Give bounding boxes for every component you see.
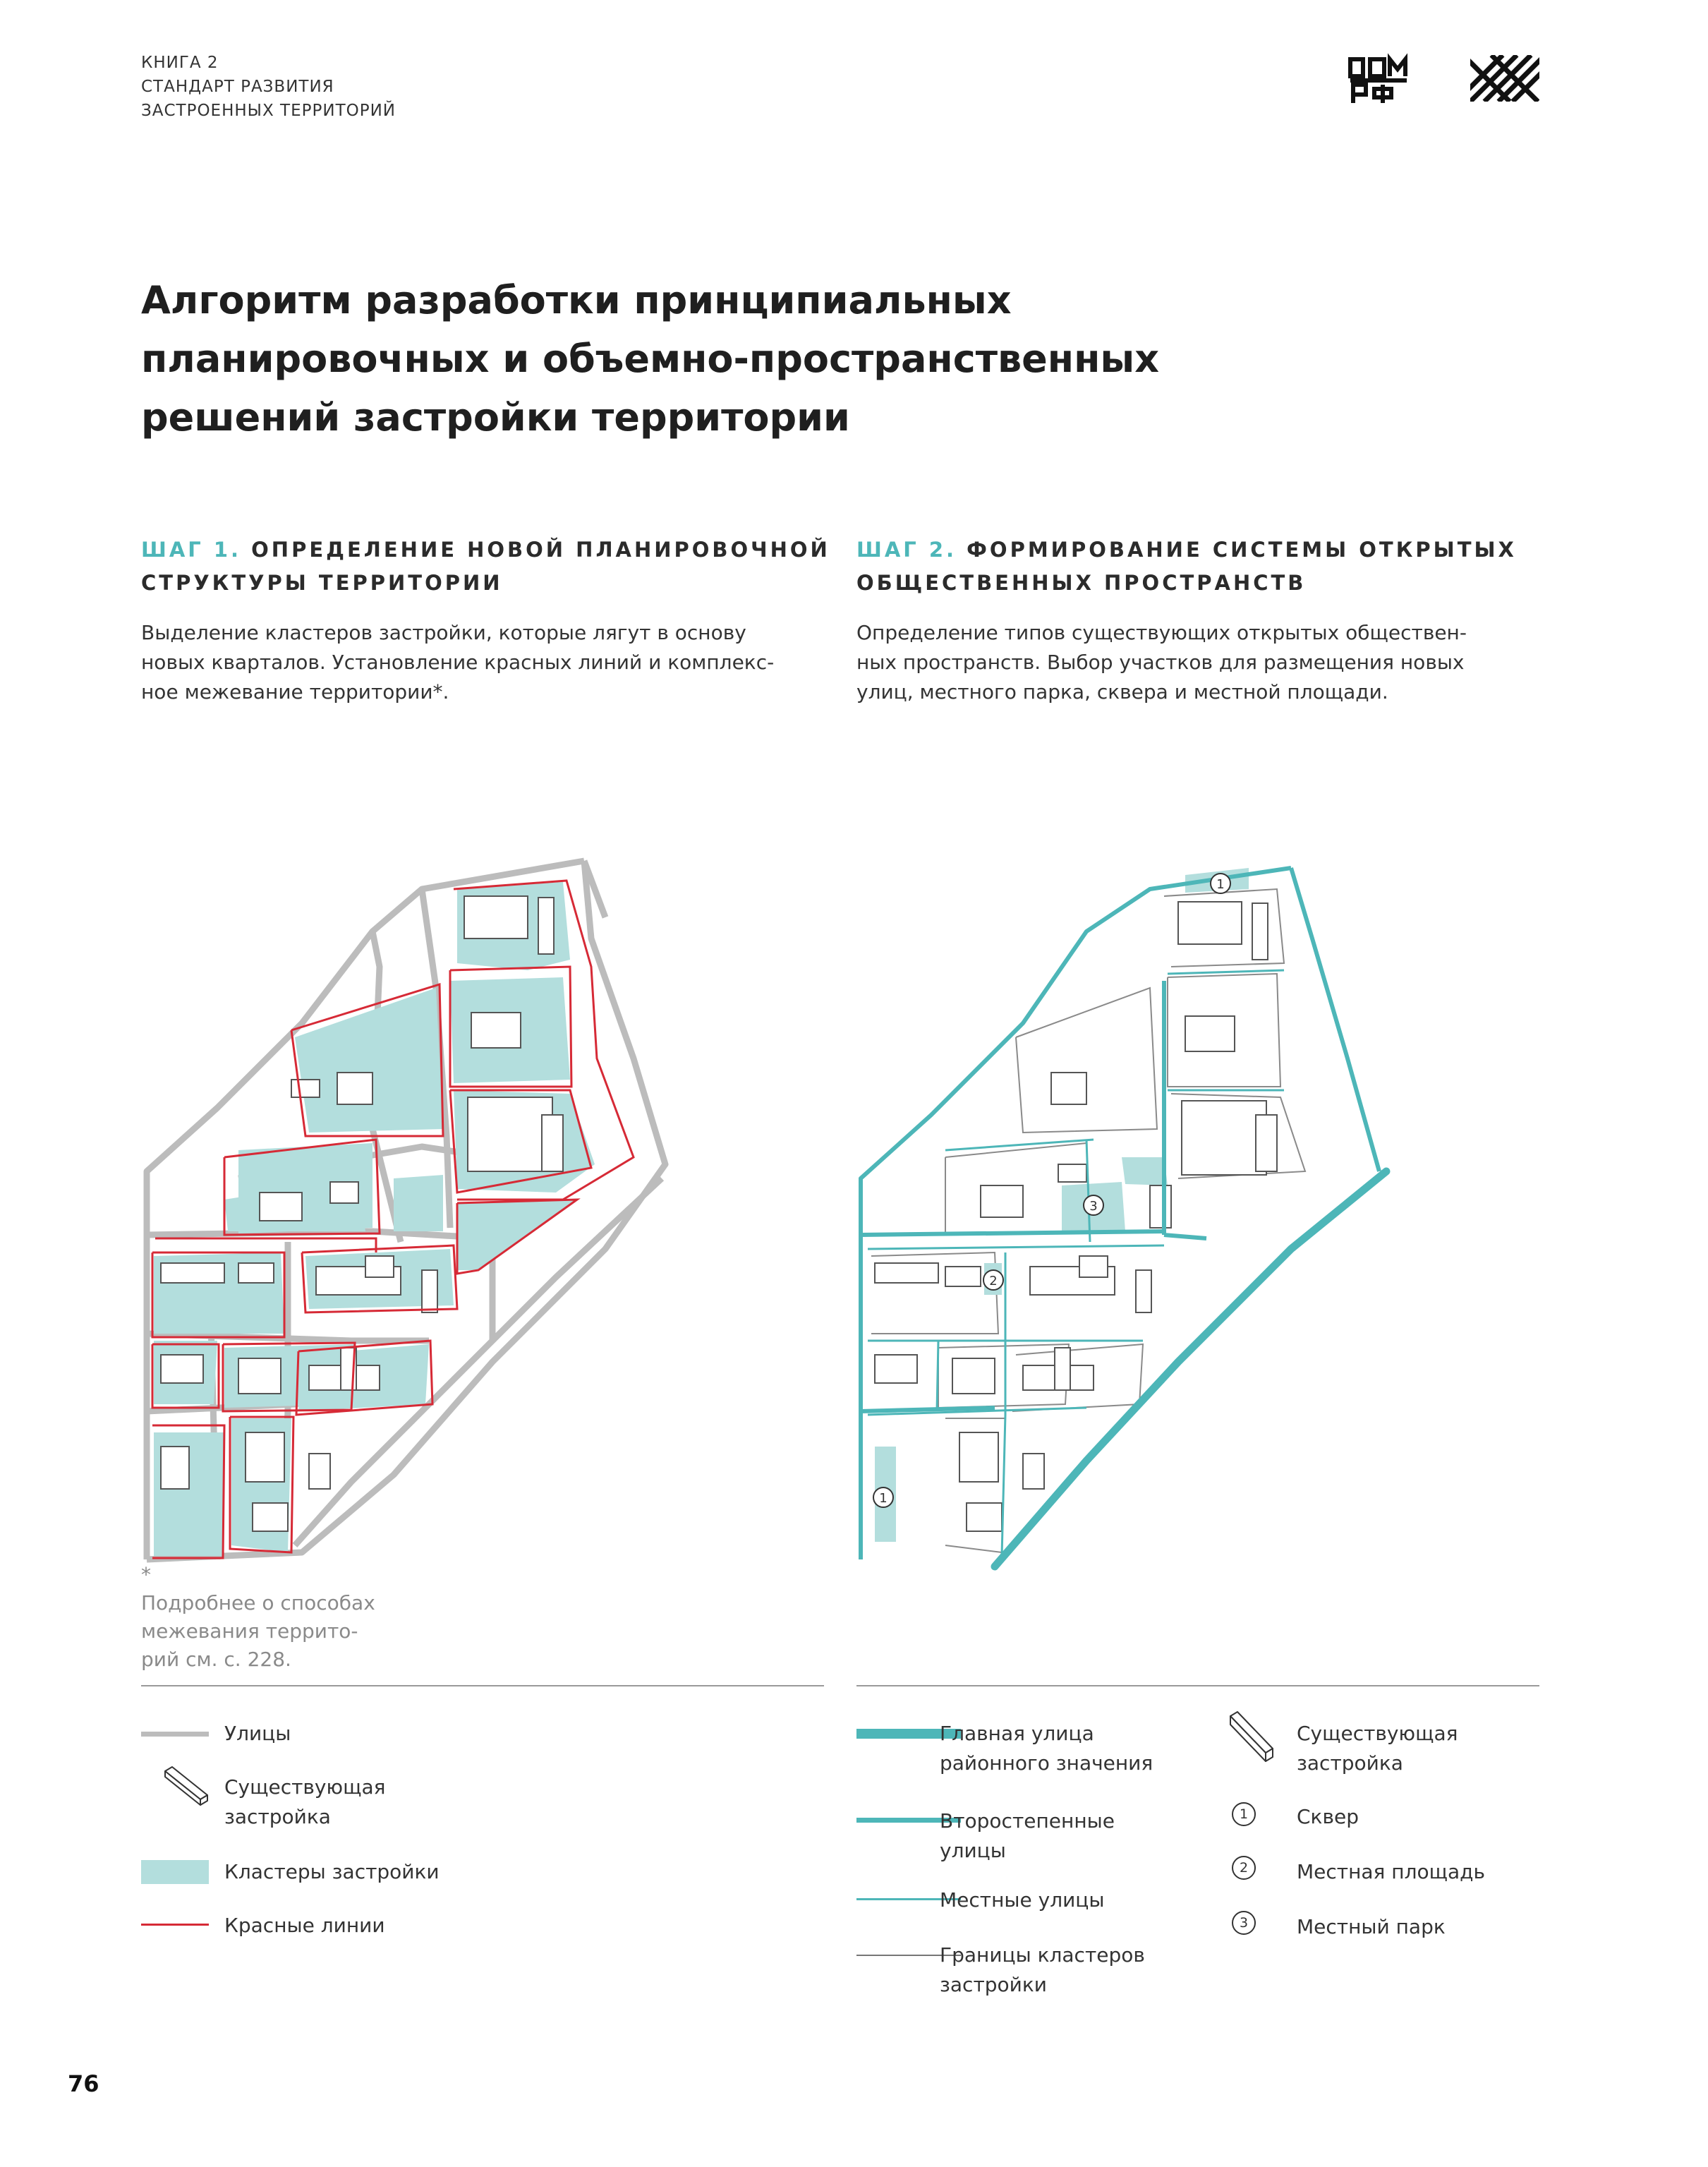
legend-clusters-label: Кластеры застройки: [224, 1860, 440, 1883]
page-title-line: Алгоритм разработки принципиальных: [141, 278, 1012, 322]
legend-main-street-line: районного значения: [940, 1751, 1153, 1775]
page-title: [141, 271, 1340, 447]
footnote-star: *: [141, 1563, 151, 1586]
legend-existing-line: застройка: [224, 1805, 331, 1828]
step2-description-line: улиц, местного парка, сквера и местной площади.: [856, 680, 1388, 704]
legend-park-label: Местный парк: [1297, 1915, 1446, 1938]
existing-building-icon: [1226, 1709, 1276, 1765]
step2-number: ШАГ 2.: [856, 538, 957, 562]
legend-main-street-label: [940, 1719, 1153, 1778]
step1-description-line: ное межевание территории*.: [141, 680, 449, 704]
marker-label: 3: [1089, 1199, 1098, 1214]
legend-red-lines-label: Красные линии: [224, 1914, 385, 1937]
legend-borders-line: застройки: [940, 1973, 1047, 1996]
legend-plaza-label: Местная площадь: [1297, 1860, 1486, 1883]
step1-heading: [141, 533, 830, 600]
page-title-line: решений застройки территории: [141, 395, 850, 440]
footnote-line: Подробнее о способах: [141, 1591, 375, 1614]
step2-description: [856, 618, 1467, 707]
legend2-existing-line: Существующая: [1297, 1722, 1458, 1745]
step2-heading: [856, 533, 1517, 600]
dom-rf-logo: [1347, 52, 1410, 106]
book-header: [141, 51, 396, 123]
step1-number: ШАГ 1.: [141, 538, 242, 562]
page-title-line: планировочных и объемно-пространственных: [141, 337, 1160, 381]
step1-description-line: новых кварталов. Установление красных линий и комплекс-: [141, 651, 775, 674]
planning-structure-map: [140, 847, 676, 1574]
legend-streets-label: Улицы: [224, 1722, 291, 1745]
marker-label: 1: [879, 1491, 888, 1506]
hatched-square-logo: [1470, 55, 1539, 102]
step1-description: [141, 618, 774, 707]
book-header-line: ЗАСТРОЕННЫХ ТЕРРИТОРИЙ: [141, 102, 396, 120]
step2-heading-line: ФОРМИРОВАНИЕ СИСТЕМЫ ОТКРЫТЫХ: [967, 538, 1517, 562]
existing-building-icon: [161, 1764, 210, 1806]
clusters-swatch: [141, 1860, 209, 1884]
divider: [141, 1685, 824, 1686]
legend-existing-label: [224, 1773, 385, 1832]
legend-borders-line: Границы кластеров: [940, 1943, 1145, 1967]
book-header-line: СТАНДАРТ РАЗВИТИЯ: [141, 78, 334, 96]
red-lines-swatch: [141, 1924, 209, 1926]
legend-existing-line: Существующая: [224, 1775, 386, 1799]
circle-3-icon: 3: [1232, 1911, 1256, 1935]
marker-label: 2: [989, 1274, 998, 1288]
legend-main-street-line: Главная улица: [940, 1722, 1094, 1745]
divider: [856, 1685, 1539, 1686]
marker-label: 1: [1216, 877, 1225, 892]
footnote-line: межевания террито-: [141, 1619, 358, 1643]
streets-swatch: [141, 1732, 209, 1737]
legend2-existing-label: [1297, 1719, 1458, 1778]
step2-description-line: Определение типов существующих открытых обществен-: [856, 621, 1467, 644]
step1-description-line: Выделение кластеров застройки, которые лягут в основу: [141, 621, 746, 644]
legend2-existing-line: застройка: [1297, 1751, 1403, 1775]
page-number: 76: [68, 2070, 99, 2097]
step1-heading-line: СТРУКТУРЫ ТЕРРИТОРИИ: [141, 571, 503, 595]
step1-heading-line: ОПРЕДЕЛЕНИЕ НОВОЙ ПЛАНИРОВОЧНОЙ: [251, 538, 830, 562]
step2-heading-line: ОБЩЕСТВЕННЫХ ПРОСТРАНСТВ: [856, 571, 1307, 595]
legend-secondary-label: [940, 1806, 1115, 1866]
legend-square-label: Сквер: [1297, 1805, 1359, 1828]
footnote-line: рий см. с. 228.: [141, 1648, 291, 1671]
legend-local-label: Местные улицы: [940, 1888, 1105, 1912]
public-spaces-map: [854, 847, 1397, 1574]
legend-secondary-line: Второстепенные: [940, 1809, 1115, 1833]
circle-1-icon: 1: [1232, 1802, 1256, 1826]
step2-description-line: ных пространств. Выбор участков для размещения новых: [856, 651, 1465, 674]
footnote: [141, 1561, 375, 1674]
legend-secondary-line: улицы: [940, 1839, 1006, 1862]
circle-2-icon: 2: [1232, 1856, 1256, 1880]
legend-borders-label: [940, 1940, 1145, 2000]
book-header-line: КНИГА 2: [141, 54, 219, 72]
